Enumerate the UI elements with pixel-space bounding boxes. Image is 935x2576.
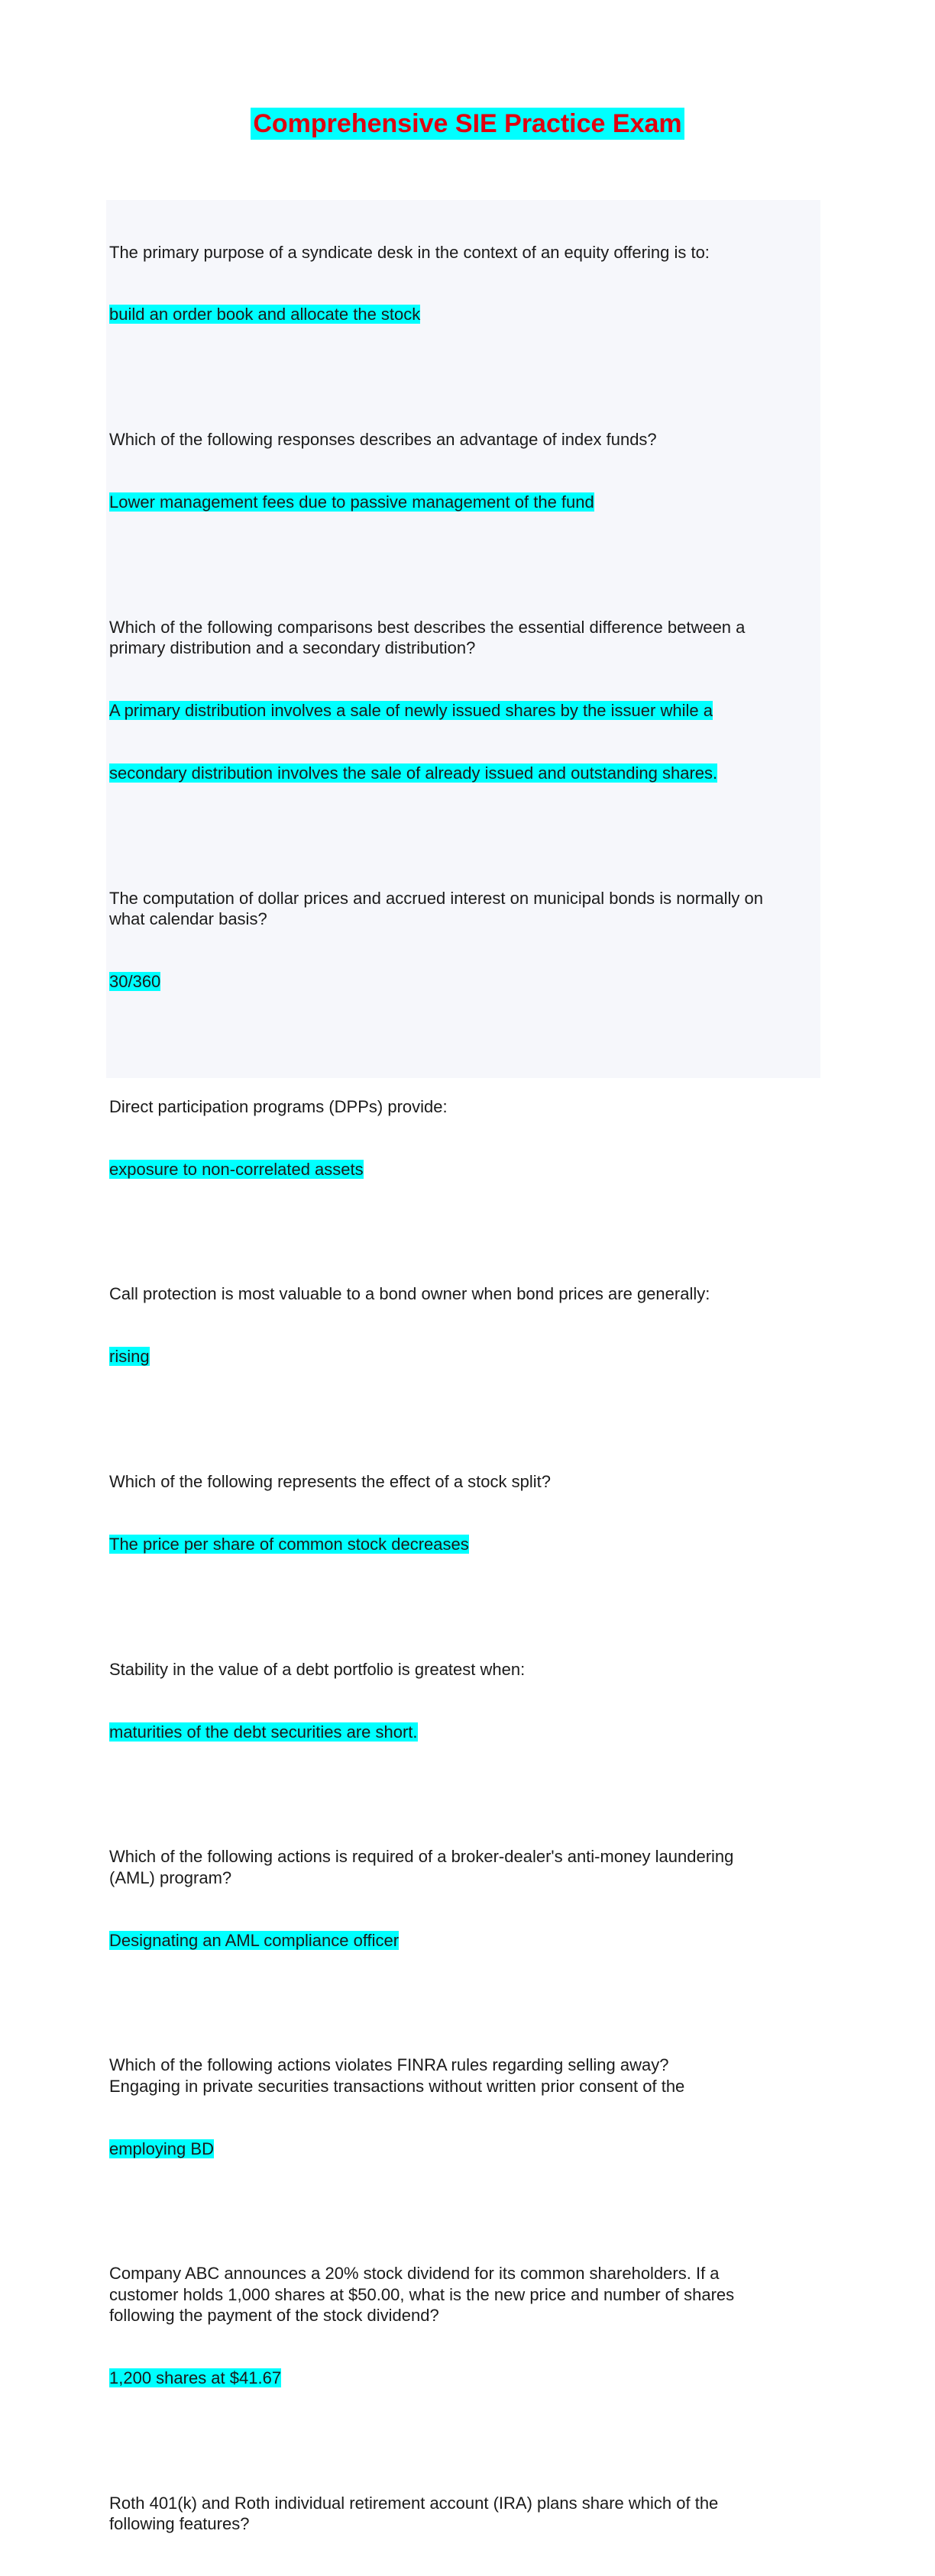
qa-item [109, 2451, 820, 2576]
question-text: The primary purpose of a syndicate desk in the context of an equity offering is to: [109, 242, 710, 262]
answer-line [109, 700, 820, 721]
qa-item [109, 1242, 820, 1409]
question-text: Roth 401(k) and Roth individual retirement account (IRA) plans share which of the following features? [109, 2493, 719, 2533]
qa-item [109, 575, 820, 825]
question-text: Call protection is most valuable to a bond owner when bond prices are generally: [109, 1284, 710, 1304]
answer-text: rising [109, 1347, 150, 1367]
question-text: Which of the following comparisons best describes the essential difference between a primary distribution and a secondary distribution? [109, 617, 746, 658]
answer-line [109, 492, 820, 512]
qa-item [109, 1430, 820, 1596]
question-text: Which of the following represents the effect of a stock split? [109, 1472, 552, 1492]
answer-line [109, 304, 820, 324]
answer-line [109, 1722, 820, 1742]
answer-line [109, 1159, 820, 1180]
qa-item [109, 2013, 820, 2201]
qa-item [109, 2222, 820, 2430]
answer-text: The price per share of common stock decreases [109, 1535, 469, 1554]
document-title: Comprehensive SIE Practice Exam [251, 108, 684, 140]
question-text: Which of the following actions violates FINRA rules regarding selling away? Engaging in private securities transactions without written prior consent of the [109, 2055, 685, 2096]
question-text: Stability in the value of a debt portfolio is greatest when: [109, 1659, 526, 1679]
qa-item [109, 388, 820, 554]
answer-line [109, 1534, 820, 1554]
answer-text: A primary distribution involves a sale of newly issued shares by the issuer while a [109, 701, 713, 721]
answer-text: secondary distribution involves the sale of already issued and outstanding shares. [109, 763, 718, 783]
answer-line [109, 971, 820, 992]
question-text: Which of the following responses describes an advantage of index funds? [109, 430, 657, 450]
answer-line [109, 2139, 820, 2159]
answer-line [109, 2368, 820, 2388]
answer-text: Designating an AML compliance officer [109, 1930, 400, 1950]
answer-line [109, 763, 820, 783]
title-container [0, 108, 935, 140]
question-text: Company ABC announces a 20% stock dividend for its common shareholders. If a customer holds 1,000 shares at $50.00, what is the new price and number of shares following the payment of the stock dividend? [109, 2264, 735, 2325]
answer-text: maturities of the debt securities are short. [109, 1722, 418, 1742]
qa-item [109, 1805, 820, 1993]
qa-item [109, 846, 820, 1034]
answer-text: build an order book and allocate the stock [109, 305, 421, 324]
question-text: The computation of dollar prices and accrued interest on municipal bonds is normally on what calendar basis? [109, 888, 764, 929]
answer-line [109, 1346, 820, 1367]
answer-text: Lower management fees due to passive management of the fund [109, 492, 594, 512]
qa-list [106, 200, 820, 2533]
answer-text: employing BD [109, 2139, 214, 2158]
answer-text: exposure to non-correlated assets [109, 1159, 364, 1179]
answer-text: 1,200 shares at $41.67 [109, 2368, 282, 2387]
answer-line [109, 1930, 820, 1951]
qa-item [109, 200, 820, 366]
qa-item [109, 1617, 820, 1784]
qa-item [109, 1054, 820, 1221]
question-text: Which of the following actions is required of a broker-dealer's anti-money laundering (AML) program? [109, 1847, 734, 1887]
answer-text: 30/360 [109, 971, 161, 991]
question-text: Direct participation programs (DPPs) provide: [109, 1096, 448, 1116]
